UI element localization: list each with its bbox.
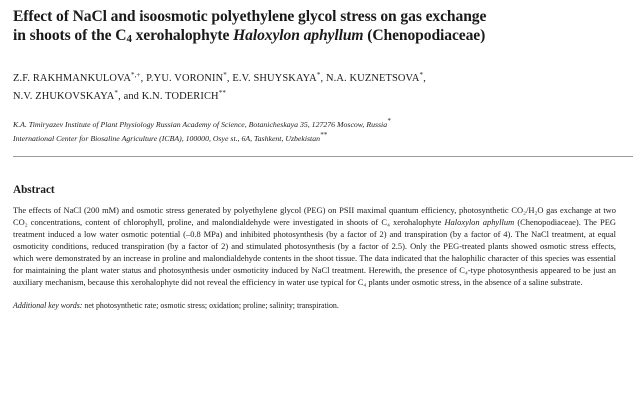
abstract-heading: Abstract xyxy=(13,184,55,196)
abstract-text: The effects of NaCl (200 mM) and osmotic stress generated by polyethylene glycol (PEG) on PSII maximal quantum efficiency, photosynthetic CO₂/H₂O gas exchange at two CO₂ concentrations, content of chlorophyll, proline, and malondialdehyde were investigated in shoots of C₄ xerohalophyte Haloxylon aphyllum (Chenopodiaceae). The PEG treatment induced a low water osmotic potential (–0.8 MPa) and inhibited photosynthesis (by a factor of 2) and transpiration (by a factor of 4). The NaCl treatment, at equal osmoticity conditions, reduced transpiration (by a factor of 2) and stimulated photosynthesis (by a factor of 2.5). Only the PEG-treated plants showed osmotic stress effects, which were demonstrated by an increase in proline and malondialdehyde contents in the shoot tissue. The data indicated that the halophilic character of this species was essential for maintaining the plant water status and photosynthesis under osmoticity induced by NaCl treatment. Herewith, the presence of C₄-type photosynthesis appeared to be just an auxiliary mechanism, because this xerohalophyte did not reveal the efficiency in water use typical for C₄ plants under osmotic stress, in the absence of a saline substrate. xyxy=(13,205,616,287)
title-subscript: 4 xyxy=(126,33,132,45)
title-line-1: Effect of NaCl and isoosmotic polyethylene glycol stress on gas exchange xyxy=(13,8,487,25)
author-marker: * xyxy=(114,89,119,97)
author-marker: ** xyxy=(218,89,226,97)
author: P.YU. VORONIN xyxy=(146,73,224,84)
author-marker: * xyxy=(316,71,321,79)
keywords-list: net photosynthetic rate; osmotic stress; oxidation; proline; salinity; transpiration. xyxy=(82,301,339,310)
author-separator: , and xyxy=(118,91,142,102)
author-separator: , xyxy=(140,73,147,84)
affiliation-line xyxy=(13,116,628,130)
affiliation-marker: * xyxy=(387,117,391,125)
author: Z.F. RAKHMANKULOVA xyxy=(13,73,131,84)
author-marker: * xyxy=(223,71,227,79)
header-divider xyxy=(13,156,633,157)
author: N.V. ZHUKOVSKAYA xyxy=(13,91,115,102)
title-line-2-mid: xerohalophyte xyxy=(131,27,234,44)
affiliation-line xyxy=(13,130,628,144)
author-marker: * xyxy=(419,71,424,79)
paper-title xyxy=(13,7,628,49)
title-species: Haloxylon aphyllum xyxy=(233,27,364,44)
author-list xyxy=(13,68,628,104)
author-separator: , xyxy=(423,73,426,84)
affiliations xyxy=(13,116,628,144)
affiliation-marker: ** xyxy=(320,131,328,139)
keywords-label: Additional key words: xyxy=(13,301,83,310)
keywords xyxy=(13,300,628,311)
author-marker: *,+ xyxy=(131,71,141,79)
author: K.N. TODERICH xyxy=(141,91,219,102)
affiliation-text: K.A. Timiryazev Institute of Plant Physiology Russian Academy of Science, Botanicheskaya 35, 127276 Moscow, Russia xyxy=(13,120,388,129)
author-separator: , xyxy=(320,73,326,84)
title-line-2-end: (Chenopodiaceae) xyxy=(363,27,486,44)
affiliation-text: International Center for Biosaline Agriculture (ICBA), 100000, Osye st., 6A, Tashkent, Uzbekistan xyxy=(13,134,321,143)
author-separator: , xyxy=(226,73,233,84)
author: N.A. KUZNETSOVA xyxy=(325,73,420,84)
abstract-species: Haloxylon aphyllum xyxy=(444,217,515,227)
title-line-2-start: in shoots of the C xyxy=(13,27,127,44)
author: E.V. SHUYSKAYA xyxy=(232,73,317,84)
